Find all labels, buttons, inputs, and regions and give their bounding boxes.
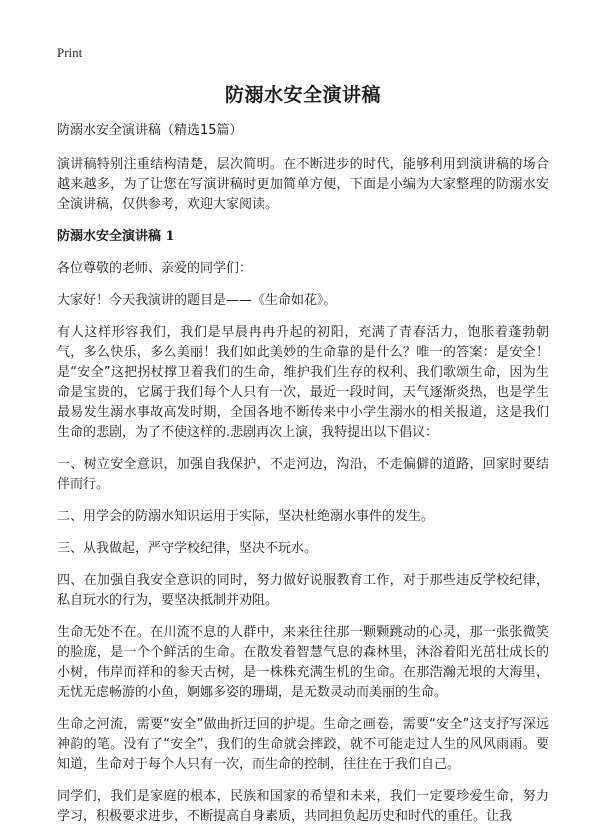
paragraph-closing: 同学们，我们是家庭的根本，民族和国家的希望和未来，我们一定要珍爱生命，努力学习，积极要求进步，不断提高自身素质，共同担负起历史和时代的重任。让我: [57, 789, 549, 824]
proposal-item-1: 一、树立安全意识，加强自我保护，不走河边，沟沿，不走偏僻的道路，回家时要结伴而行。: [57, 457, 549, 492]
paragraph-life-safety: 有人这样形容我们，我们是早晨冉冉升起的初阳，充满了青春活力，饱胀着蓬勃朝气，多么快乐，多么美丽！我们如此美妙的生命靠的是什么？唯一的答案：是安全！是“安全”这把拐杖撑卫着我们的生命，维护我们生存的权利、我们歌颂生命，因为生命是宝贵的，它属于我们每个人只有一次，最近一段时间，天气逐渐炎热，也是学生最易发生溺水事故高发时期，全国各地不断传来中小学生溺水的相关报道，这是我们生命的悲剧，为了不使这样的.悲剧再次上演，我特提出以下倡议：: [57, 325, 549, 440]
paragraph-river-of-life: 生命之河流，需要“安全”做曲折迂回的护堤。生命之画卷，需要“安全”这支抒写深远神韵的笔。没有了“安全”，我们的生命就会摔跤，就不可能走过人生的风风雨雨。要知道，生命对于每个人只有一次，而生命的控制，往往在于我们自己。: [57, 717, 549, 772]
proposal-item-2: 二、用学会的防溺水知识运用于实际，坚决杜绝溺水事件的发生。: [57, 509, 435, 524]
proposal-item-3: 三、从我做起，严守学校纪律，坚决不玩水。: [57, 541, 318, 556]
paragraph-opening: 大家好！今天我演讲的题目是——《生命如花》。: [57, 293, 337, 308]
document-body: [57, 80, 549, 839]
section-heading: 防溺水安全演讲稿 1: [57, 229, 175, 244]
paragraph-greeting: 各位尊敬的老师、亲爱的同学们：: [57, 261, 253, 276]
document-title: 防溺水安全演讲稿: [224, 84, 381, 106]
proposal-item-4: 四、在加强自我安全意识的同时，努力做好说服教育工作，对于那些违反学校纪律，私自玩水的行为，要坚决抵制并劝阻。: [57, 573, 549, 608]
paragraph-life-everywhere: 生命无处不在。在川流不息的人群中，来来往往那一颗颗跳动的心灵，那一张张微笑的脸庞，是一个个鲜活的生命。在散发着智慧气息的森林里，沐浴着阳光茁壮成长的小树，伟岸而祥和的参天古树，是一株株充满生机的生命。在那浩瀚无垠的大海里，无忧无虑畅游的小鱼，婀娜多姿的珊瑚，是无数灵动而美丽的生命。: [57, 625, 549, 700]
intro-paragraph: 演讲稿特别注重结构清楚，层次简明。在不断进步的时代，能够利用到演讲稿的场合越来越多，为了让您在写演讲稿时更加简单方便，下面是小编为大家整理的防溺水安全演讲稿，仅供参考，欢迎大家阅读。: [57, 157, 549, 212]
document-subtitle: 防溺水安全演讲稿（精选15篇）: [57, 123, 243, 138]
print-link[interactable]: Print: [57, 45, 83, 60]
